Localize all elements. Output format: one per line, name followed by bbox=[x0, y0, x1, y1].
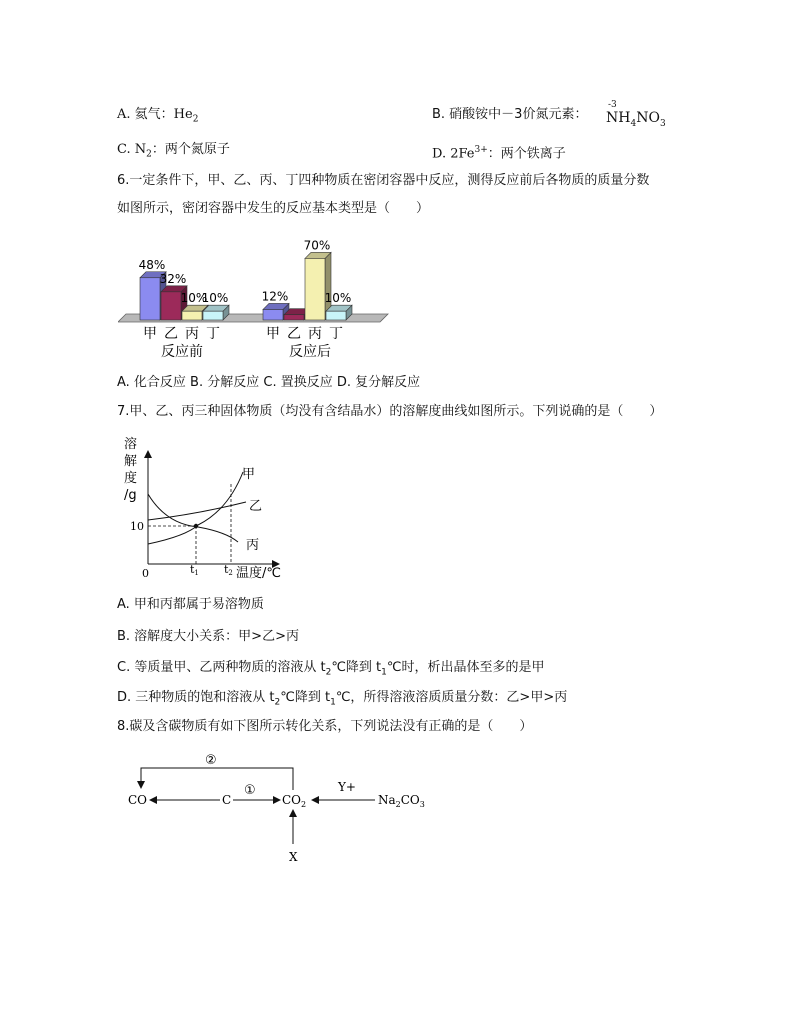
group-label-before: 反应前 bbox=[161, 344, 203, 360]
q7-option-d: D. 三种物质的饱和溶液从 $t_2℃$降到 $t_1℃$，所得溶液溶质质量分数：乙>甲>丙 bbox=[117, 690, 568, 708]
bar-category-label-0-3: 丁 bbox=[206, 326, 220, 342]
y-label: Y+ bbox=[338, 780, 356, 794]
series-label-yi: 乙 bbox=[249, 499, 263, 514]
q6-stem-line2: 如图所示，密闭容器中发生的反应基本类型是（ ） bbox=[117, 201, 430, 216]
q6-bar-chart bbox=[118, 228, 408, 363]
q5-option-b-text: B. 硝酸铵中－3价氮元素： bbox=[432, 107, 588, 122]
intersection-point bbox=[194, 524, 198, 528]
bars-after-group bbox=[262, 238, 352, 320]
x-tick-t2: t2 bbox=[224, 563, 233, 577]
node-c: C bbox=[222, 793, 232, 807]
bar-category-label-0-1: 乙 bbox=[164, 326, 178, 342]
node-x: X bbox=[289, 850, 298, 864]
bar-category-label-1-1: 乙 bbox=[287, 326, 301, 342]
q7-option-b: B. 溶解度大小关系：甲>乙>丙 bbox=[117, 629, 299, 644]
formula-text: $NH_4NO_3$ bbox=[606, 110, 666, 129]
bar-data-label-0-0: 48% bbox=[138, 257, 166, 272]
bar-0-乙 bbox=[161, 292, 181, 320]
ylabel-char-2: 解 bbox=[124, 454, 138, 469]
x-tick-t1: t1 bbox=[190, 563, 199, 577]
q5-option-c: C. $N_2$：两个氮原子 bbox=[117, 142, 230, 160]
bar-category-label-1-2: 丙 bbox=[308, 326, 322, 342]
q5-option-b bbox=[432, 107, 587, 123]
q5-option-a-text: A. 氦气：He bbox=[117, 107, 193, 122]
q7-solubility-chart bbox=[118, 432, 298, 582]
q7-stem: 7.甲、乙、丙三种固体物质（均没有含结晶水）的溶解度曲线如图所示。下列说确的是（ ） bbox=[117, 404, 663, 419]
bar-data-label-0-2: 10% bbox=[180, 291, 208, 306]
node-co2: $CO_2$ bbox=[282, 793, 307, 809]
bar-1-丙 bbox=[305, 258, 325, 320]
q8-conversion-diagram bbox=[120, 748, 440, 873]
bars-before-group bbox=[139, 258, 229, 320]
ylabel-char-1: 溶 bbox=[124, 437, 138, 452]
bar-1-甲 bbox=[263, 309, 283, 320]
bar-0-丁 bbox=[203, 311, 223, 320]
q5-option-a bbox=[117, 107, 198, 128]
bar-data-label-0-1: 32% bbox=[159, 271, 187, 286]
bar-category-labels bbox=[143, 326, 343, 342]
bar-1-乙 bbox=[284, 315, 304, 320]
y-tick-10: 10 bbox=[130, 520, 144, 533]
arrow-co2-to-co-loop bbox=[141, 768, 293, 790]
ylabel-char-4: /g bbox=[124, 488, 137, 503]
bar-data-label-0-3: 10% bbox=[201, 291, 229, 306]
q5-option-d: D. $2Fe^{3+}$：两个铁离子 bbox=[432, 145, 566, 162]
bar-0-丙 bbox=[182, 311, 202, 320]
origin-label: 0 bbox=[142, 567, 149, 580]
ylabel-char-3: 度 bbox=[124, 471, 138, 486]
bar-data-label-1-2: 70% bbox=[303, 238, 331, 253]
group-label-after: 反应后 bbox=[289, 344, 331, 360]
q6-stem-line1: 6.一定条件下，甲、乙、丙、丁四种物质在密闭容器中反应，测得反应前后各物质的质量分数 bbox=[117, 173, 650, 188]
bar-data-label-1-3: 10% bbox=[324, 291, 352, 306]
circle-1-label: ① bbox=[244, 783, 256, 798]
q6-options: A. 化合反应 B. 分解反应 C. 置换反应 D. 复分解反应 bbox=[117, 375, 421, 390]
node-na2co3: $Na_2CO_3$ bbox=[378, 793, 425, 809]
q7-option-c: C. 等质量甲、乙两种物质的溶液从 $t_2℃$降到 $t_1℃$时，析出晶体至多的是甲 bbox=[117, 660, 545, 678]
bar-category-label-1-3: 丁 bbox=[329, 326, 343, 342]
nh4no3-formula bbox=[606, 100, 676, 130]
q8-stem: 8.碳及含碳物质有如下图所示转化关系，下列说法没有正确的是（ ） bbox=[117, 719, 533, 734]
series-label-jia: 甲 bbox=[242, 467, 256, 482]
series-label-bing: 丙 bbox=[246, 538, 260, 553]
q7-option-a: A. 甲和丙都属于易溶物质 bbox=[117, 597, 264, 612]
bar-0-甲 bbox=[140, 278, 160, 320]
circle-2-label: ② bbox=[205, 753, 217, 768]
valence-mark: -3 bbox=[608, 100, 617, 110]
xlabel: 温度/℃ bbox=[236, 566, 281, 581]
bar-category-label-0-0: 甲 bbox=[143, 326, 157, 342]
bar-category-label-1-0: 甲 bbox=[266, 326, 280, 342]
q5-option-a-sub: 2 bbox=[192, 114, 199, 125]
bar-data-label-1-0: 12% bbox=[261, 289, 289, 304]
bar-1-丁 bbox=[326, 311, 346, 320]
curve-jia bbox=[148, 472, 243, 544]
bar-category-label-0-2: 丙 bbox=[185, 326, 199, 342]
node-co: CO bbox=[128, 793, 148, 807]
